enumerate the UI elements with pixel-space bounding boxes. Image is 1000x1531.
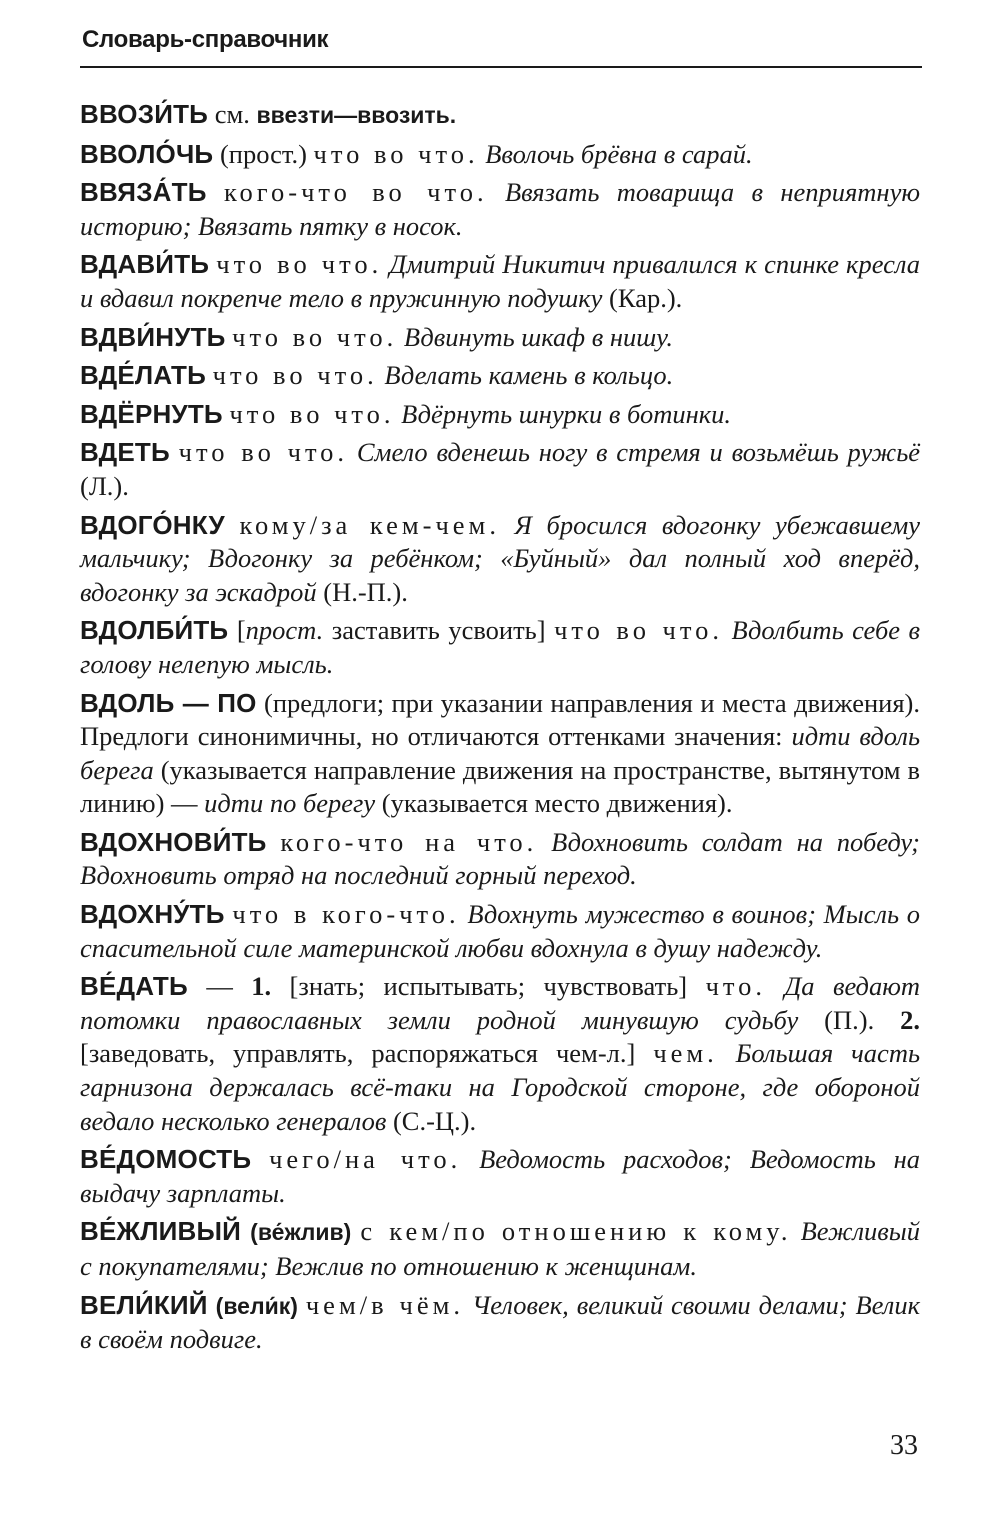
example: Большая часть гарнизона держалась всё-таки на Городской стороне, где обороной ведало несколько генералов — [80, 1038, 921, 1136]
headword: ВДОЛБИ́ТЬ — [80, 615, 229, 646]
explanation: (предлоги; при указании направления и места движения). Предлоги синонимичны, но отличаются оттенками значения: — [80, 687, 920, 752]
government: что. — [705, 971, 766, 1002]
government: что во что. — [232, 321, 398, 352]
government: чем/в чём. — [305, 1289, 465, 1320]
headword: ВДОХНУ́ТЬ — [80, 899, 225, 930]
explanation: (указывается место движения). — [381, 788, 733, 819]
entry-vezhlivyi — [80, 1215, 920, 1283]
example: Ведомость расходов; Ведомость на выдачу зарплаты. — [80, 1144, 921, 1208]
headword: ВДВИ́НУТЬ — [80, 321, 226, 352]
dash: — — [206, 971, 233, 1002]
source: (Кар.). — [609, 282, 683, 313]
usage-note: (прост.) — [219, 138, 307, 169]
headword: ВЕ́ДОМОСТЬ — [80, 1144, 252, 1175]
headword: ВДЕ́ЛАТЬ — [80, 360, 206, 391]
entry-velikiy — [80, 1289, 920, 1357]
definition: [знать; испытывать; чувствовать] — [289, 971, 688, 1002]
example: Вдохновить солдат на победу; Вдохновить отряд на последний горный переход. — [80, 826, 921, 891]
definition: заставить усвоить] — [331, 615, 546, 646]
entry-vdogonku — [80, 509, 920, 610]
headword: ВДЁРНУТЬ — [80, 398, 223, 429]
government: кому/за кем-чем. — [239, 509, 500, 540]
headword: ВВОЗИ́ТЬ — [80, 99, 209, 129]
entry-vvyazat — [80, 176, 920, 243]
usage-label: прост. — [245, 615, 324, 646]
entry-list — [80, 98, 920, 1362]
example: Вдохнуть мужество в воинов; Мысль о спасительной силе материнской любви вдохнула в душу надежду. — [80, 899, 921, 963]
example: Дмитрий Никитич привалился к спинке кресла и вдавил покрепче тело в пружинную подушку — [80, 249, 921, 313]
example: Ввязать товарища в неприятную историю; Ввязать пятку в носок. — [80, 177, 921, 241]
source: (П.). — [824, 1004, 875, 1035]
government: что во что. — [229, 398, 395, 429]
example: идти по берегу — [204, 788, 376, 819]
headword: ВЕ́ЖЛИВЫЙ — [80, 1216, 242, 1247]
entry-vdvinut — [80, 321, 920, 355]
government: кого-что на что. — [280, 826, 538, 857]
headword: ВДОХНОВИ́ТЬ — [80, 826, 267, 857]
short-form: (ве́жлив) — [250, 1219, 352, 1246]
sense-number: 1. — [251, 971, 272, 1002]
entry-vedat — [80, 970, 920, 1138]
example: Я бросился вдогонку убежавшему мальчику; Вдогонку за ребёнком; «Буйный» дал полный ход вперёд, вдогонку за эскадрой — [80, 509, 920, 607]
headword: ВДЕТЬ — [80, 437, 170, 468]
cross-reference: ввезти—ввозить. — [256, 102, 457, 128]
headword: ВЕ́ДАТЬ — [80, 971, 188, 1002]
definition-open: [ — [236, 615, 246, 646]
entry-vdol — [80, 687, 920, 821]
example: идти вдоль берега — [80, 721, 921, 785]
example: Вдвинуть шкаф в нишу. — [403, 321, 673, 352]
source: (С.-Ц.). — [392, 1105, 477, 1136]
entry-vdohnut — [80, 898, 920, 965]
headword: ВДОГО́НКУ — [80, 509, 225, 540]
headword: ВЕЛИ́КИЙ — [80, 1289, 208, 1320]
see-label: см. — [214, 99, 250, 129]
government: что во что. — [313, 138, 479, 169]
source: (Н.-П.). — [323, 576, 408, 607]
running-head: Словарь-справочник — [82, 26, 329, 53]
government: с кем/по отношению к кому. — [360, 1216, 792, 1247]
headword: ВВЯЗА́ТЬ — [80, 177, 207, 208]
entry-vdernut — [80, 398, 920, 432]
example: Человек, великий своими делами; Велик в своём подвиге. — [80, 1289, 920, 1355]
entry-vedomost — [80, 1143, 920, 1210]
example: Вдёрнуть шнурки в ботинки. — [401, 398, 732, 429]
headword: ВДОЛЬ — ПО — [80, 687, 257, 718]
example: Да ведают потомки православных земли родной минувшую судьбу — [80, 971, 921, 1035]
entry-vdavit — [80, 248, 920, 315]
headword: ВДАВИ́ТЬ — [80, 249, 210, 280]
entry-vvozit — [80, 98, 920, 133]
sense-number: 2. — [900, 1004, 921, 1035]
header-rule — [80, 66, 922, 68]
example: Вдолбить себе в голову нелепую мысль. — [80, 615, 921, 679]
headword: ВВОЛО́ЧЬ — [80, 138, 214, 169]
government: что во что. — [178, 437, 349, 468]
government: кого-что во что. — [224, 177, 488, 208]
entry-vdet — [80, 436, 920, 503]
government: что во что. — [554, 615, 723, 646]
entry-vdelat — [80, 359, 920, 393]
definition: [заведовать, управлять, распоряжаться чем-л.] — [80, 1038, 636, 1069]
entry-vvoloch — [80, 138, 920, 172]
short-form: (вели́к) — [215, 1292, 298, 1319]
government: что во что. — [216, 249, 383, 280]
government: чего/на что. — [269, 1144, 462, 1175]
entry-vdohnovit — [80, 826, 920, 893]
government: что в кого-что. — [232, 899, 460, 930]
entry-vdolbit — [80, 614, 920, 681]
example: Смело вденешь ногу в стремя и возьмёшь ружьё — [356, 437, 921, 468]
example: Вволочь брёвна в сарай. — [485, 138, 753, 169]
page-number: 33 — [890, 1430, 918, 1461]
government: что во что. — [212, 360, 378, 391]
example: Вделать камень в кольцо. — [384, 360, 674, 391]
example: Вежливый с покупателями; Вежлив по отношению к женщинам. — [80, 1216, 921, 1281]
government: чем. — [653, 1038, 718, 1069]
explanation: (указывается направление движения на пространстве, вытянутом в линию) — — [80, 754, 920, 819]
source: (Л.). — [80, 470, 129, 501]
